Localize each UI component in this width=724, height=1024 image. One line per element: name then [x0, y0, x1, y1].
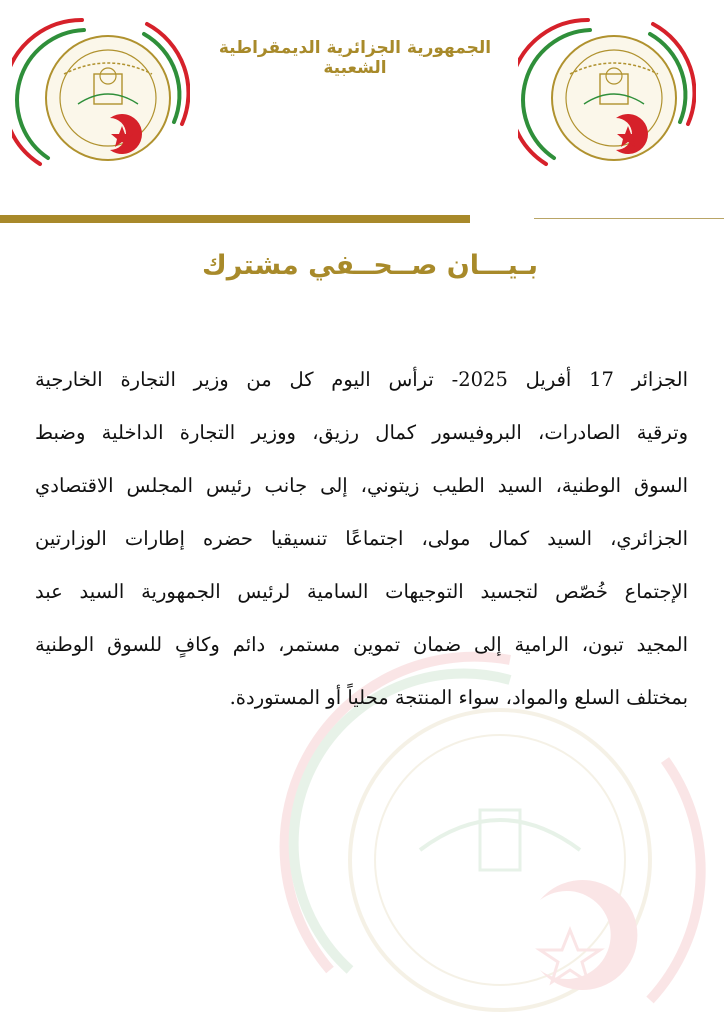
body-line: الجزائري، السيد كمال مولى، اجتماعًا تنسيقيا حضره إطارات الوزارتين	[35, 527, 688, 550]
header-divider-thick	[0, 215, 470, 223]
document-title: بـيـــان صــحــفي مشترك	[201, 250, 539, 281]
header-divider-thin	[534, 218, 724, 219]
press-release-body	[35, 353, 688, 724]
ministry-internal-trade-emblem	[518, 14, 696, 172]
ministry-emblem-icon	[12, 14, 190, 172]
ministry-emblem-icon	[518, 14, 696, 172]
body-line: السوق الوطنية، السيد الطيب زيتوني، إلى جانب رئيس المجلس الاقتصادي	[35, 474, 688, 497]
body-line: بمختلف السلع والمواد، سواء المنتجة محلياً أو المستوردة.	[229, 686, 688, 709]
body-line: الجزائر 17 أفريل 2025- ترأس اليوم كل من وزير التجارة الخارجية	[35, 368, 688, 391]
republic-name: الجمهورية الجزائرية الديمقراطية الشعبية	[218, 38, 492, 78]
body-line: وترقية الصادرات، البروفيسور كمال رزيق، ووزير التجارة الداخلية وضبط	[35, 421, 688, 444]
ministry-foreign-trade-emblem	[12, 14, 190, 172]
body-line: المجيد تبون، الرامية إلى ضمان تموين مستمر، دائم وكافٍ للسوق الوطنية	[35, 633, 688, 656]
body-line: الإجتماع خُصّص لتجسيد التوجيهات السامية لرئيس الجمهورية السيد عبد	[35, 580, 688, 603]
